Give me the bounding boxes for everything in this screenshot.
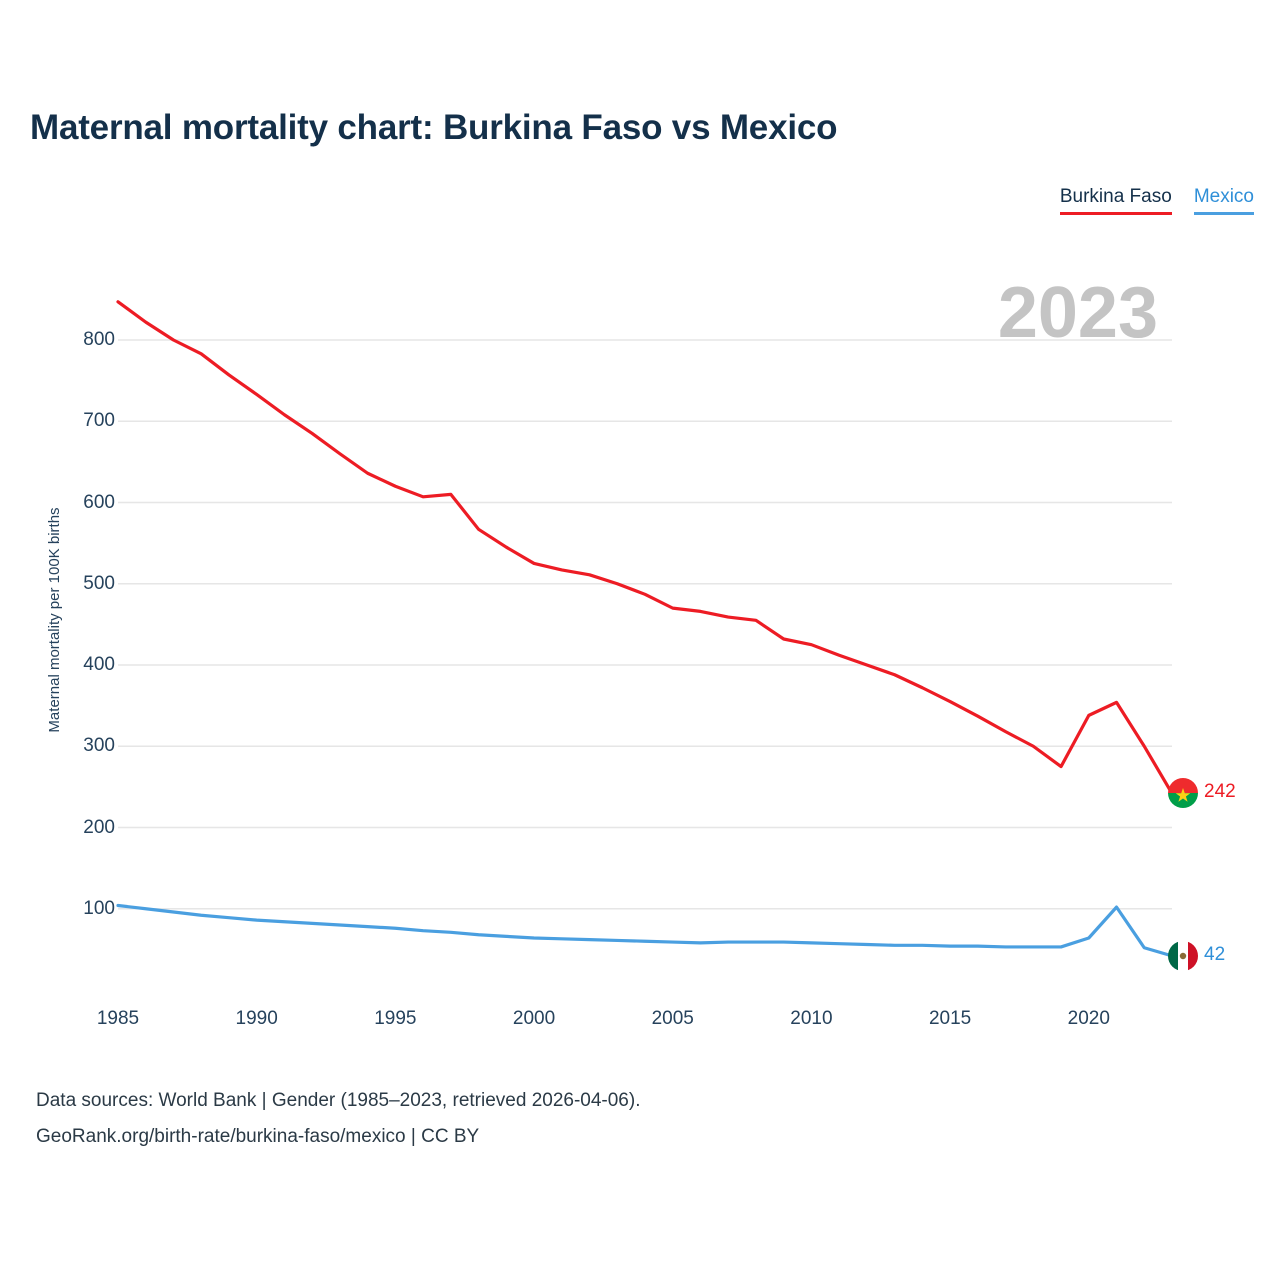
series-line-mexico [118,906,1172,956]
year-watermark: 2023 [997,273,1158,353]
data-source-line-1: Data sources: World Bank | Gender (1985–2023, retrieved 2026-04-06). [36,1090,641,1111]
x-tick-label: 1995 [374,1008,417,1029]
mexico-flag-icon [1168,941,1198,971]
y-tick-label: 800 [83,329,115,350]
burkina-faso-end-value: 242 [1204,781,1236,803]
y-tick-label: 400 [83,654,115,675]
mexico-end-value: 42 [1204,943,1226,965]
y-tick-label: 700 [83,410,115,432]
x-tick-label: 2020 [1067,1008,1110,1029]
x-tick-label: 1985 [96,1008,140,1029]
y-tick-label: 500 [83,572,115,594]
series-line-burkina-faso [118,302,1172,794]
x-tick-label: 2005 [651,1008,694,1029]
x-tick-label: 2010 [790,1008,833,1029]
legend-item-burkina-faso[interactable]: Burkina Faso [1060,186,1172,215]
y-tick-label: 600 [83,491,115,513]
y-axis-label-text: Maternal mortality per 100K births [46,507,63,733]
x-tick-label: 2000 [512,1008,556,1029]
x-tick-label: 2015 [928,1008,972,1029]
page-title: Maternal mortality chart: Burkina Faso vs Mexico [30,108,838,147]
y-tick-label: 300 [83,735,115,757]
y-tick-label: 100 [83,897,115,919]
legend-item-mexico[interactable]: Mexico [1194,186,1254,215]
x-tick-label: 1990 [235,1008,278,1029]
data-source-line-2: GeoRank.org/birth-rate/burkina-faso/mexico | CC BY [36,1126,480,1147]
y-tick-label: 200 [83,816,115,838]
